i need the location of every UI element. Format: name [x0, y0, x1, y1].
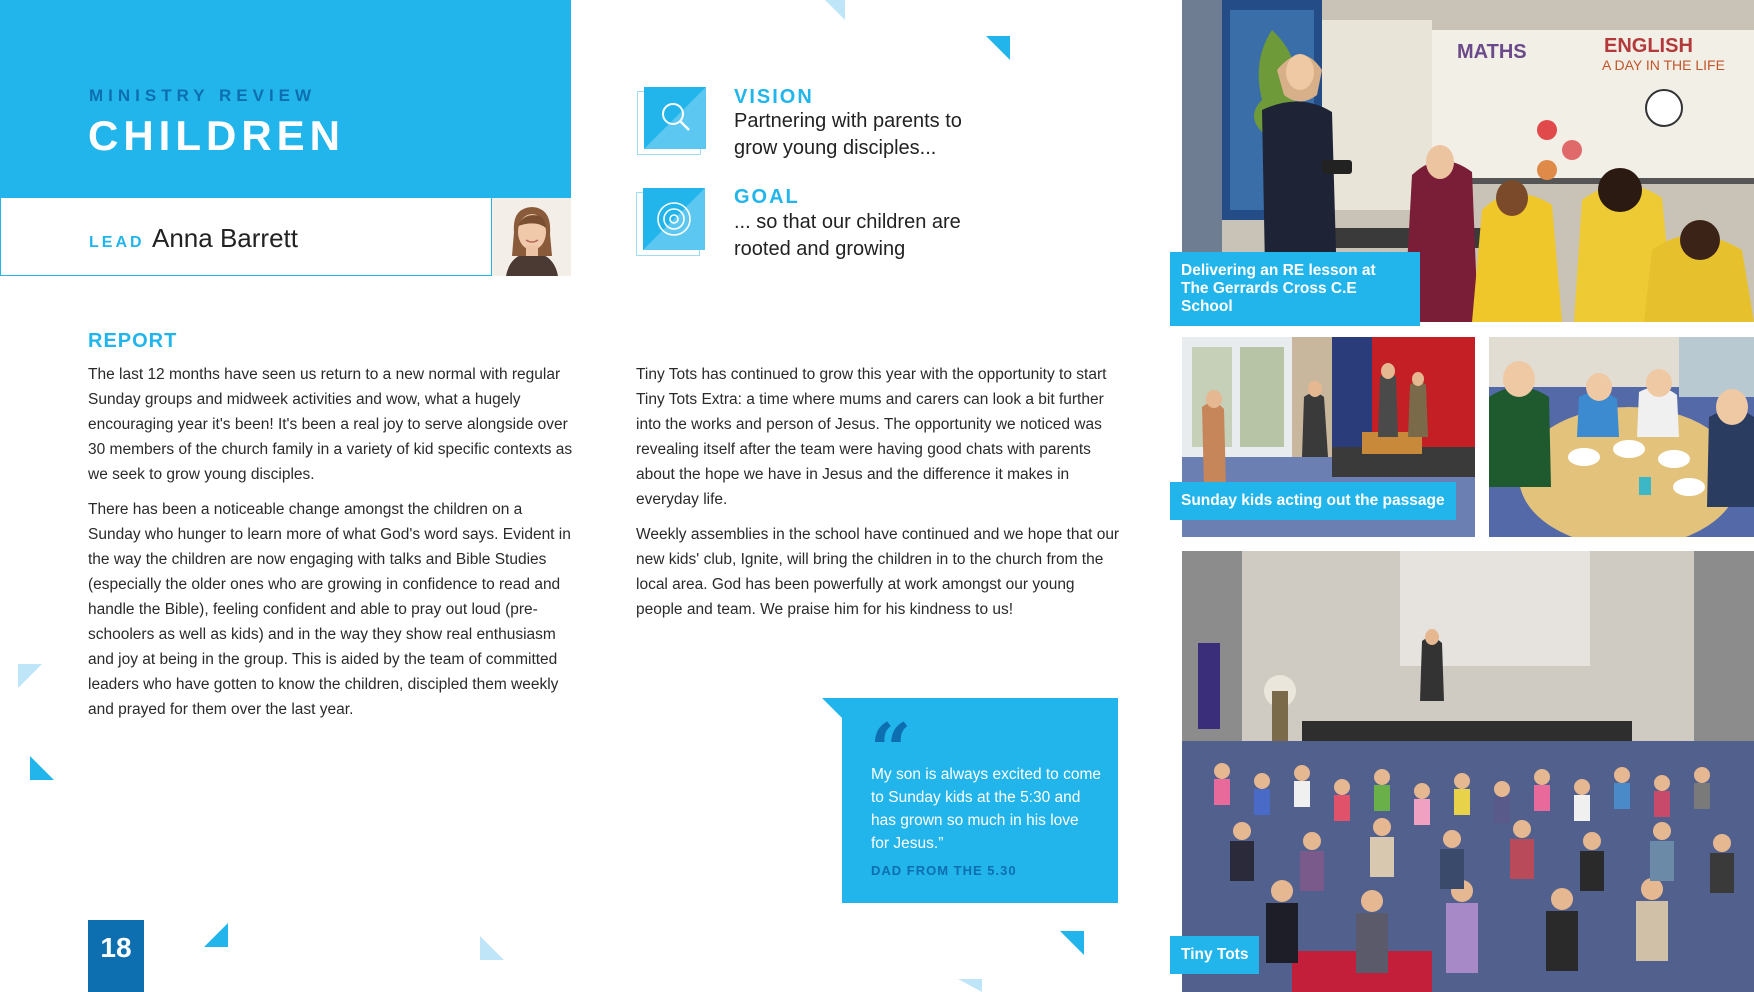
section-kicker: MINISTRY REVIEW — [89, 86, 317, 105]
report-paragraph: Tiny Tots has continued to grow this year with the opportunity to start Tiny Tots Extra: a time where mums and carers can look a bit further into the works and person of Jesus. The opportunity we noticed was revealing itself after the team were having good chats with parents about the hope we have in Jesus and the difference it makes in everyday life. — [636, 366, 1107, 508]
quote-mark-icon: “ — [870, 714, 912, 758]
decor-triangle — [480, 936, 504, 960]
board-english-label: ENGLISH — [1604, 35, 1693, 57]
quote-text: My son is always excited to come to Sunday kids at the 5:30 and has grown so much in his love for Jesus.” — [871, 766, 1102, 852]
report-paragraph: The last 12 months have seen us return to a new normal with regular Sunday groups and midweek activities and wow, what a hugely encouraging year it's been! It's been a real joy to serve alongside over 30 members of the church family in a variety of kid specific contexts as we seek to grow young disciples. — [88, 366, 573, 483]
photo-caption: Tiny Tots — [1170, 936, 1259, 974]
decor-triangle — [986, 36, 1010, 60]
goal-heading: GOAL — [734, 186, 800, 208]
caption-line: The Gerrards Cross C.E School — [1181, 280, 1357, 315]
decor-triangle — [1060, 931, 1084, 955]
decor-triangle — [825, 0, 845, 20]
decor-triangle — [958, 979, 982, 992]
quote-attribution: DAD FROM THE 5.30 — [871, 863, 1017, 878]
goal-line: rooted and growing — [734, 238, 906, 260]
caption-line: Delivering an RE lesson at — [1181, 262, 1376, 279]
target-icon — [643, 188, 705, 250]
page-title: CHILDREN — [88, 112, 345, 159]
report-heading: REPORT — [88, 330, 178, 352]
photo-hall — [1182, 551, 1754, 992]
quote-box-tab — [822, 698, 842, 718]
vision-line: grow young disciples... — [734, 137, 937, 159]
report-paragraph: Weekly assemblies in the school have continued and we hope that our new kids' club, Ignite, will bring the children in to the church from the local area. God has been powerfully at work amongst our young people and team. We praise him for his kindness to us! — [636, 526, 1120, 618]
photo-caption — [1170, 252, 1420, 326]
decor-triangle — [30, 756, 54, 780]
photo-table — [1489, 337, 1754, 537]
lead-portrait — [491, 198, 571, 276]
vision-heading: VISION — [734, 86, 814, 108]
vision-line: Partnering with parents to — [734, 110, 962, 132]
decor-triangle — [18, 664, 42, 688]
photo-caption: Sunday kids acting out the passage — [1170, 482, 1456, 520]
page-number: 18 — [100, 932, 132, 963]
report-paragraph: There has been a noticeable change amongst the children on a Sunday who hunger to learn more of what God's word says. Evident in the way the children are now engaging with talks and Bible Studies (especially the older ones who are growing in confidence to read and handle the Bible), feeling confident and able to pray out loud (pre-schoolers as well as kids) and in the way they show real enthusiasm and joy at being in the group. This is aided by the team of committed leaders who have gotten to know the children, discipled them weekly and prayed for them over the last year. — [88, 501, 571, 718]
decor-triangle — [204, 923, 228, 947]
goal-text — [734, 209, 994, 263]
board-day-label: A DAY IN THE LIFE — [1602, 57, 1725, 73]
vision-text — [734, 108, 994, 162]
lead-label: LEAD — [89, 234, 145, 251]
board-maths-label: MATHS — [1457, 41, 1527, 63]
goal-line: ... so that our children are — [734, 211, 961, 233]
lead-name: Anna Barrett — [152, 223, 298, 253]
magnifier-icon — [644, 87, 706, 149]
